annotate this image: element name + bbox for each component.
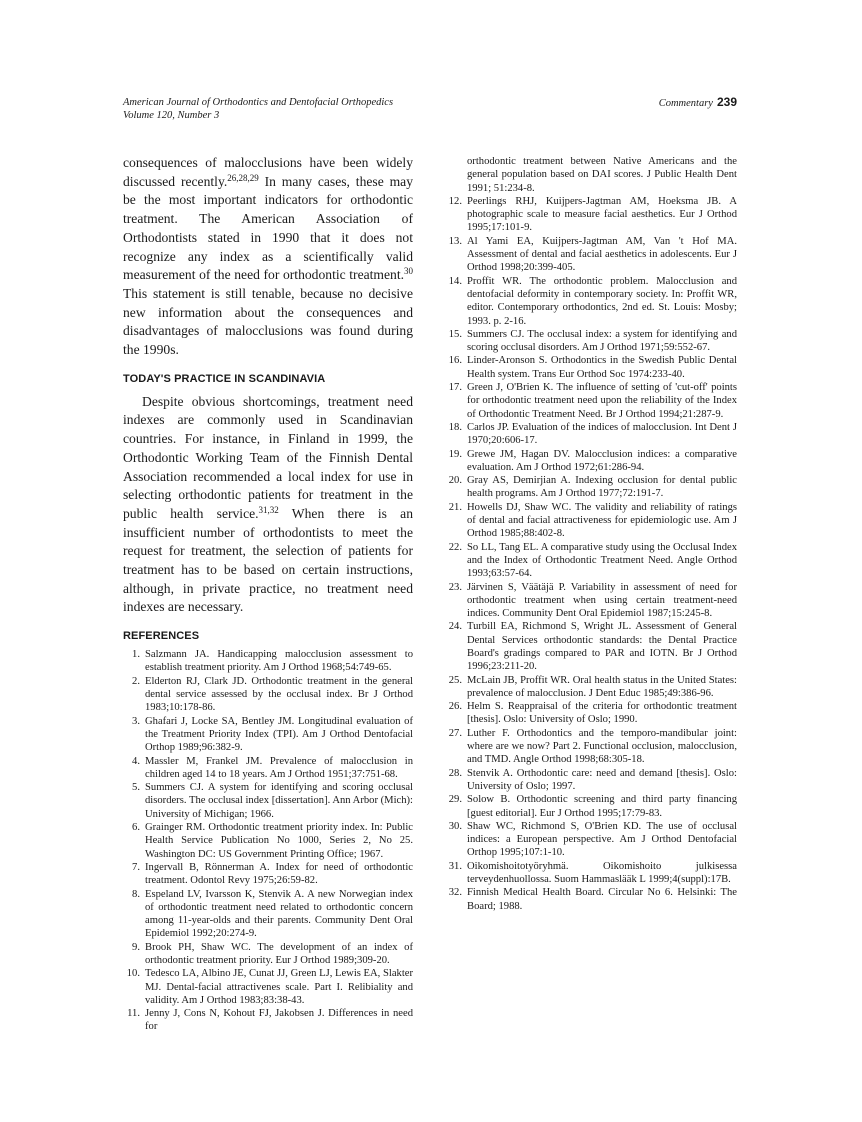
section-name: Commentary [658, 98, 713, 109]
page-number: 239 [716, 95, 737, 109]
reference-text: Ghafari J, Locke SA, Bentley JM. Longitudinal evaluation of the Treatment Priority Index (TPI). Am J Orthod Dentofacial Orthop 1989;96:382-9. [145, 715, 413, 754]
section-heading: TODAY'S PRACTICE IN SCANDINAVIA [123, 372, 326, 385]
reference-item [123, 821, 413, 861]
reference-text: Summers CJ. The occlusal index: a system for identifying and scoring occlusal disorders. Am J Orthod 1971;59:552-67. [467, 328, 737, 354]
reference-number: 11. [127, 1008, 140, 1020]
text: When there is an insufficient number of orthodontists to meet the request for treatment, the selection of patients for treatment has to be based on certain instructions, although, in private practice, no treatment need indexes are necessary. [123, 505, 413, 615]
reference-number: 5. [132, 782, 140, 794]
reference-item [445, 501, 737, 541]
reference-item-continued [445, 155, 737, 195]
reference-number: 4. [132, 755, 140, 767]
reference-item [123, 941, 413, 968]
left-column [123, 154, 413, 1034]
reference-number: 28. [448, 767, 462, 779]
text: consequences of malocclusions have been widely discussed recently. [123, 155, 413, 189]
reference-number: 8. [132, 888, 140, 900]
reference-item [445, 767, 737, 794]
reference-number: 6. [132, 822, 140, 834]
reference-number: 1. [132, 649, 140, 661]
reference-number: 15. [448, 328, 462, 340]
right-column [445, 155, 737, 913]
reference-text: Solow B. Orthodontic screening and third party financing [guest editorial]. Eur J Orthod 1995;17:79-83. [467, 794, 737, 819]
reference-text: Luther F. Orthodontics and the temporo-mandibular joint: where are we now? Part 2. Functional occlusion, malocclusion, and TMD. Angle Orthod 1998;68:305-18. [467, 727, 737, 766]
journal-volume: Volume 120, Number 3 [123, 110, 220, 121]
reference-text: Oikomishoitotyöryhmä. Oikomishoito julkisessa terveydenhuollossa. Suom Hammaslääk L 1999;4(suppl):17B. [467, 860, 737, 886]
reference-text: So LL, Tang EL. A comparative study using the Occlusal Index and the Index of Orthodontic Treatment Need. Angle Orthod 1993;63:57-64. [467, 541, 737, 580]
reference-item [123, 648, 413, 675]
citation: 31,32 [258, 504, 279, 515]
reference-text: Howells DJ, Shaw WC. The validity and reliability of ratings of dental and facial attractiveness for epidemiologic use. Am J Orthod 1985;88:402-8. [467, 501, 737, 540]
reference-text: Salzmann JA. Handicapping malocclusion assessment to establish treatment priority. Am J Orthod 1968;54:749-65. [145, 649, 413, 674]
reference-number: 3. [132, 715, 140, 727]
reference-number: 10. [126, 968, 140, 980]
reference-number: 23. [448, 581, 462, 593]
reference-text: Gray AS, Demirjian A. Indexing occlusion for dental public health programs. Am J Orthod 1977;72:191-7. [467, 475, 737, 500]
reference-number: 25. [448, 674, 462, 686]
reference-number: 31. [448, 860, 462, 872]
reference-item [445, 727, 737, 767]
reference-item [445, 620, 737, 673]
reference-text: Grainger RM. Orthodontic treatment priority index. In: Public Health Service Publication No 1000, Series 2, No 25. Washington DC: US Government Printing Office; 1967. [145, 822, 413, 860]
reference-text: Tedesco LA, Albino JE, Cunat JJ, Green LJ, Lewis EA, Slakter MJ. Dental-facial attractivenes scale. Part I. Relibiality and validity. Am J Orthod 1983;83:38-43. [145, 968, 413, 1006]
reference-text: Grewe JM, Hagan DV. Malocclusion indices: a comparative evaluation. Am J Orthod 1972;61:286-94. [467, 448, 737, 473]
reference-number: 19. [448, 448, 462, 460]
reference-text: Elderton RJ, Clark JD. Orthodontic treatment in the general dental service assessed by the occlusal index. Br J Orthod 1983;10:178-86. [145, 675, 413, 714]
reference-text: Al Yami EA, Kuijpers-Jagtman AM, Van 't Hof MA. Assessment of dental and facial aesthetics in adolescents. Eur J Orthod 1998;20:399-405. [467, 235, 737, 274]
reference-text: Finnish Medical Health Board. Circular No 6. Helsinki: The Board; 1988. [467, 887, 737, 912]
reference-text: Stenvik A. Orthodontic care: need and demand [thesis]. Oslo: University of Oslo; 1997. [467, 767, 737, 792]
reference-text: Helm S. Reappraisal of the criteria for orthodontic treatment [thesis]. Oslo: University of Oslo; 1990. [467, 701, 737, 726]
reference-number: 16. [448, 355, 462, 367]
reference-number: 12. [448, 195, 462, 207]
reference-text: Ingervall B, Rönnerman A. Index for need of orthodontic treatment. Odontol Revy 1975;26:59-82. [145, 861, 413, 887]
reference-list-right [445, 195, 737, 913]
reference-item [123, 755, 413, 782]
reference-text: Green J, O'Brien K. The influence of setting of 'cut-off' points for orthodontic treatment need upon the reliability of the Index of Orthodontic Treatment Need. Br J Orthod 1994;21:287-9. [467, 382, 737, 420]
reference-number: 29. [448, 794, 462, 806]
reference-text: Turbill EA, Richmond S, Wright JL. Assessment of General Dental Services orthodontic standards: the Dental Practice Board's gradings compared to PAR and IOTN. Br J Orthod 1996;23:211-20. [467, 621, 737, 673]
citation: 26,28,29 [227, 172, 259, 183]
reference-number: 22. [448, 541, 462, 553]
paragraph-consequences [123, 154, 413, 360]
reference-item [445, 674, 737, 701]
reference-number: 21. [448, 501, 462, 513]
reference-item [445, 541, 737, 581]
text: In many cases, these may be the most important indicators for orthodontic treatment. The American Association of Orthodontists stated in 1990 that it does not recognize any index as a scientifically valid measurement of the need for orthodontic treatment. [123, 173, 414, 283]
reference-item [445, 860, 737, 887]
reference-item [445, 700, 737, 727]
reference-number: 20. [448, 475, 462, 487]
reference-item [445, 195, 737, 235]
reference-text: Espeland LV, Ivarsson K, Stenvik A. A new Norwegian index of orthodontic treatment need related to orthodontic concern among 11-year-olds and their parents. Community Dent Oral Epidemiol 1992;20:274-9. [145, 888, 413, 940]
reference-number: 9. [132, 941, 140, 953]
running-header-right [659, 96, 737, 110]
reference-number: 7. [132, 861, 140, 873]
reference-item [445, 581, 737, 621]
reference-number: 26. [448, 701, 462, 713]
reference-number: 14. [448, 275, 462, 287]
reference-number: 27. [448, 727, 462, 739]
reference-item [123, 675, 413, 715]
reference-item [123, 781, 413, 821]
reference-text: Peerlings RHJ, Kuijpers-Jagtman AM, Hoeksma JB. A photographic scale to measure facial aesthetics. Eur J Orthod 1995;17:101-9. [467, 195, 737, 234]
reference-item [123, 967, 413, 1007]
reference-text: Proffit WR. The orthodontic problem. Malocclusion and dentofacial deformity in contemporary society. In: Proffit WR, editor. Contemporary orthodontics, 2nd ed. St. Louis: Mosby; 1993. p. 2-16. [467, 275, 737, 327]
text: Despite obvious shortcomings, treatment need indexes are commonly used in Scandinavian countries. For instance, in Finland in 1999, the Orthodontic Working Team of the Finnish Dental Association recommended a local index for use in selecting orthodontic patients for treatment in the public health service. [123, 393, 413, 521]
running-header-left [123, 96, 393, 122]
reference-item [123, 888, 413, 941]
reference-item [445, 328, 737, 355]
citation: 30 [404, 266, 413, 277]
reference-text: Shaw WC, Richmond S, O'Brien KD. The use of occlusal indices: a European perspective. Am J Orthod Dentofacial Orthop 1995;107:1-10. [467, 820, 737, 859]
reference-number: 13. [448, 235, 462, 247]
text: This statement is still tenable, because no decisive new information about the consequences and disadvantages of malocclusions was found during the 1990s. [123, 285, 413, 358]
reference-item [445, 421, 737, 448]
reference-item [123, 861, 413, 888]
references-heading: REFERENCES [123, 630, 200, 643]
reference-text: McLain JB, Proffit WR. Oral health status in the United States: prevalence of malocclusion. J Dent Educ 1985;49:386-96. [467, 674, 737, 699]
reference-number: 2. [132, 675, 140, 687]
reference-number: 30. [448, 820, 462, 832]
reference-number: 32. [448, 887, 462, 899]
reference-number: 18. [448, 421, 462, 433]
reference-item [445, 381, 737, 421]
reference-item [123, 1007, 413, 1034]
reference-text: Massler M, Frankel JM. Prevalence of malocclusion in children aged 14 to 18 years. Am J Orthod 1951;37:751-68. [145, 755, 413, 780]
reference-item [445, 820, 737, 860]
reference-text: Jenny J, Cons N, Kohout FJ, Jakobsen J. Differences in need for [145, 1008, 413, 1033]
reference-list-left [123, 648, 413, 1034]
journal-title: American Journal of Orthodontics and Dentofacial Orthopedics [123, 97, 394, 108]
reference-item [445, 793, 737, 820]
reference-number: 24. [448, 621, 462, 633]
reference-text: orthodontic treatment between Native Americans and the general population based on DAI scores. J Public Health Dent 1991; 51:234-8. [467, 156, 737, 194]
reference-text: Summers CJ. A system for identifying and scoring occlusal disorders. The occlusal index [dissertation]. Ann Arbor (Mich): University of Michigan; 1966. [145, 782, 413, 820]
reference-item [445, 354, 737, 381]
reference-item [445, 235, 737, 275]
reference-item [445, 275, 737, 328]
reference-item [123, 715, 413, 755]
reference-text: Carlos JP. Evaluation of the indices of malocclusion. Int Dent J 1970;20:606-17. [467, 421, 737, 447]
reference-number: 17. [448, 382, 462, 394]
reference-item [445, 474, 737, 501]
reference-text: Järvinen S, Väätäjä P. Variability in assessment of need for orthodontic treatment when using certain treatment-need indices. Community Dent Oral Epidemiol 1987;15:245-8. [467, 581, 737, 620]
reference-text: Brook PH, Shaw WC. The development of an index of orthodontic treatment priority. Eur J Orthod 1989;309-20. [145, 941, 413, 966]
reference-item [445, 886, 737, 913]
reference-item [445, 448, 737, 475]
paragraph-scandinavia [123, 393, 413, 617]
reference-text: Linder-Aronson S. Orthodontics in the Swedish Public Dental Health system. Trans Eur Orthod Soc 1974:233-40. [467, 355, 737, 380]
